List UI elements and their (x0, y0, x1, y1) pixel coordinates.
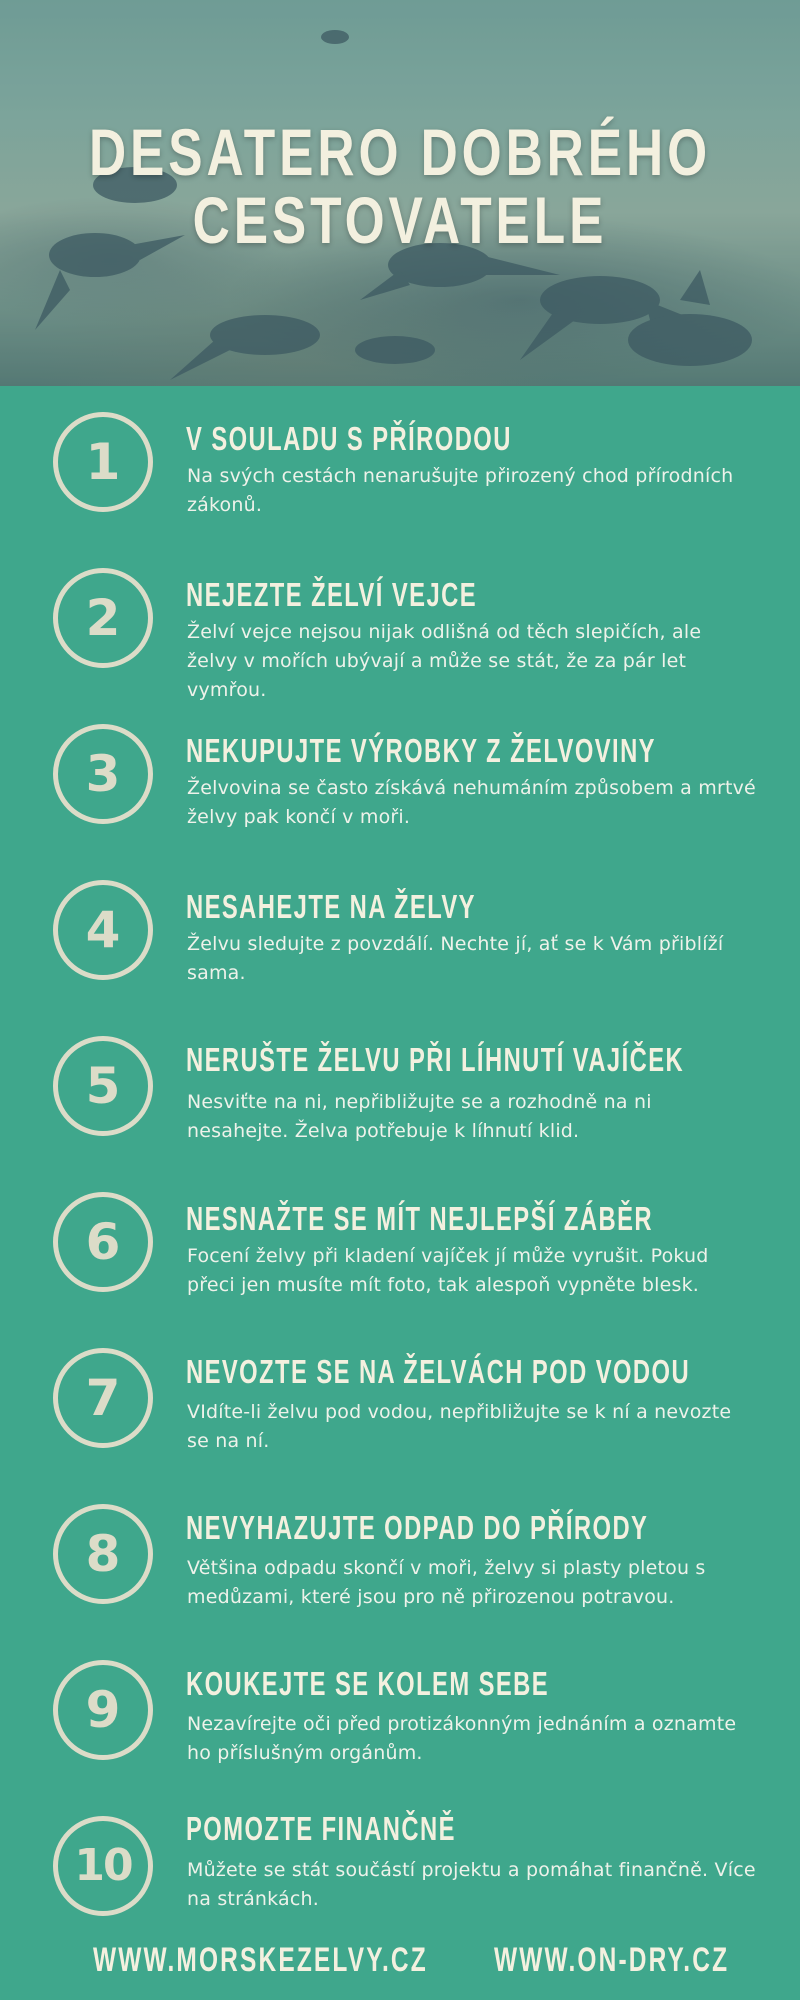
number-badge: 1 (53, 412, 153, 512)
hero-image (0, 0, 800, 386)
list-item (0, 412, 800, 562)
list-item (0, 724, 800, 874)
title-line-2: CESTOVATELE (192, 183, 608, 257)
rule-text: Želvovina se často získává nehumáním způsobem a mrtvé želvy pak končí v moři. (187, 777, 756, 828)
rule-text: Nezavírejte oči před protizákonným jednáním a oznamte ho příslušným orgánům. (187, 1713, 737, 1764)
rule-title: NESNAŽTE SE MÍT NEJLEPŠÍ ZÁBĚR (186, 1200, 653, 1237)
rule-text: Želvu sledujte z povzdálí. Nechte jí, ať se k Vám přiblíží sama. (187, 933, 724, 984)
rule-text: Focení želvy při kladení vajíček jí může vyrušit. Pokud přeci jen musíte mít foto, tak alespoň vypněte blesk. (187, 1245, 709, 1296)
list-item (0, 568, 800, 718)
rule-title: NESAHEJTE NA ŽELVY (186, 888, 476, 925)
number-badge: 10 (53, 1816, 153, 1916)
page-title (88, 115, 712, 257)
number-badge: 9 (53, 1660, 153, 1760)
rule-text: Nesviťte na ni, nepřibližujte se a rozhodně na ni nesahejte. Želva potřebuje k líhnutí klid. (187, 1091, 652, 1142)
list-item (0, 1036, 800, 1186)
rule-title: NEVOZTE SE NA ŽELVÁCH POD VODOU (186, 1353, 691, 1390)
rule-title: POMOZTE FINANČNĚ (186, 1810, 456, 1847)
rule-text: Na svých cestách nenarušujte přirozený chod přírodních zákonů. (187, 465, 734, 516)
rule-title: V SOULADU S PŘÍRODOU (186, 420, 512, 457)
rule-title: NERUŠTE ŽELVU PŘI LÍHNUTÍ VAJÍČEK (186, 1041, 685, 1078)
number-badge: 7 (53, 1348, 153, 1448)
number-badge: 4 (53, 880, 153, 980)
number-badge: 8 (53, 1504, 153, 1604)
rule-title: NEJEZTE ŽELVÍ VEJCE (186, 576, 477, 613)
rule-text: Můžete se stát součástí projektu a pomáhat finančně. Více na stránkách. (187, 1859, 756, 1910)
title-line-1: DESATERO DOBRÉHO (88, 115, 712, 189)
number-badge: 2 (53, 568, 153, 668)
list-item (0, 1660, 800, 1810)
list-item (0, 1192, 800, 1342)
rule-title: KOUKEJTE SE KOLEM SEBE (186, 1665, 550, 1702)
rule-text: Želví vejce nejsou nijak odlišná od těch slepičích, ale želvy v mořích ubývají a může se stát, že za pár let vymřou. (187, 621, 702, 701)
rule-text: Většina odpadu skončí v moři, želvy si plasty pletou s medůzami, které jsou pro ně přirozenou potravou. (187, 1557, 706, 1608)
list-item (0, 880, 800, 1030)
number-badge: 5 (53, 1036, 153, 1136)
rule-title: NEVYHAZUJTE ODPAD DO PŘÍRODY (186, 1509, 649, 1546)
list-item (0, 1504, 800, 1654)
morskezelvy-link[interactable]: WWW.MORSKEZELVY.CZ (93, 1941, 428, 1979)
rule-text: VIdíte-li želvu pod vodou, nepřibližujte se k ní a nevozte se na ní. (187, 1401, 732, 1452)
on-dry-link[interactable]: WWW.ON-DRY.CZ (494, 1941, 730, 1979)
number-badge: 6 (53, 1192, 153, 1292)
rule-title: NEKUPUJTE VÝROBKY Z ŽELVOVINY (186, 732, 656, 769)
list-item (0, 1348, 800, 1498)
number-badge: 3 (53, 724, 153, 824)
